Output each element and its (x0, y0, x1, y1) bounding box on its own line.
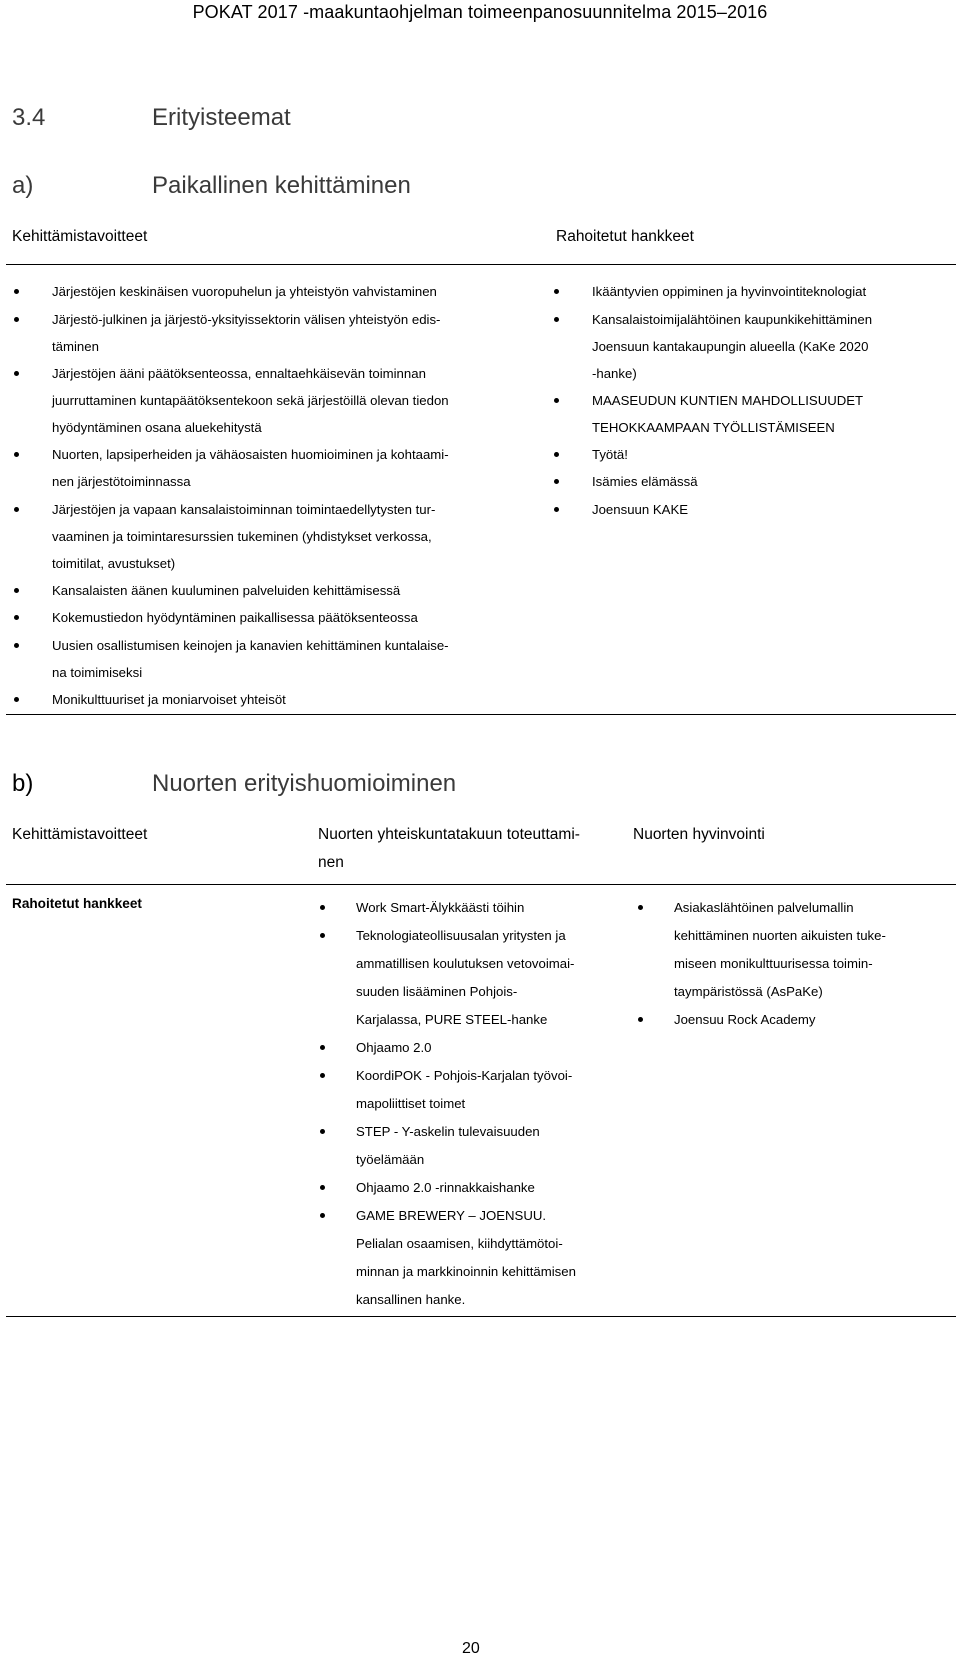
list-item-continuation: työelämään (356, 1152, 425, 1167)
list-item: Järjestöjen ääni päätöksenteossa, ennaltaehkäisevän toiminnan (52, 366, 426, 381)
list-item-continuation: Joensuun kantakaupungin alueella (KaKe 2020 (592, 339, 869, 354)
list-item: Teknologiateollisuusalan yritysten ja (356, 928, 566, 943)
part-b-col1-header: Kehittämistavoitteet (12, 826, 148, 843)
table-rule (6, 714, 956, 715)
list-item: Work Smart-Älykkäästi töihin (356, 900, 525, 915)
bullet-icon (554, 479, 559, 484)
list-item: GAME BREWERY – JOENSUU. (356, 1208, 547, 1223)
bullet-icon (554, 452, 559, 457)
list-item-continuation: mapoliittiset toimet (356, 1096, 466, 1111)
bullet-icon (320, 905, 325, 910)
list-item: Uusien osallistumisen keinojen ja kanavien kehittäminen kuntalaise- (52, 638, 449, 653)
list-item: Nuorten, lapsiperheiden ja vähäosaisten huomioiminen ja kohtaami- (52, 447, 449, 462)
list-item-continuation: kansallinen hanke. (356, 1292, 466, 1307)
list-item-continuation: juurruttaminen kuntapäätöksentekoon sekä järjestöillä olevan tiedon (52, 393, 449, 408)
section-number: 3.4 (12, 104, 46, 131)
list-item: Kansalaisten äänen kuuluminen palveluiden kehittämisessä (52, 583, 401, 598)
page-number: 20 (462, 1640, 480, 1657)
table-rule (6, 264, 956, 265)
part-a-right-header: Rahoitetut hankkeet (556, 228, 694, 245)
part-b-col2-header: Nuorten yhteiskuntatakuun toteuttami- (318, 826, 580, 843)
list-item-continuation: vaaminen ja toimintaresurssien tukeminen (yhdistykset verkossa, (52, 529, 432, 544)
bullet-icon (638, 1017, 643, 1022)
part-b-row-label: Rahoitetut hankkeet (12, 896, 142, 911)
bullet-icon (320, 1185, 325, 1190)
list-item: Monikulttuuriset ja moniarvoiset yhteisöt (52, 692, 286, 707)
bullet-icon (14, 452, 19, 457)
list-item: MAASEUDUN KUNTIEN MAHDOLLISUUDET (592, 393, 864, 408)
list-item-continuation: kehittäminen nuorten aikuisten tuke- (674, 928, 886, 943)
list-item: Ikääntyvien oppiminen ja hyvinvointiteknologiat (592, 284, 867, 299)
list-item-continuation: Pelialan osaamisen, kiihdyttämötoi- (356, 1236, 563, 1251)
part-b-title: Nuorten erityishuomioiminen (152, 770, 457, 797)
bullet-icon (320, 1213, 325, 1218)
list-item: Isämies elämässä (592, 474, 698, 489)
list-item-continuation: taympäristössä (AsPaKe) (674, 984, 823, 999)
list-item-continuation: -hanke) (592, 366, 637, 381)
list-item: Järjestö-julkinen ja järjestö-yksityissektorin välisen yhteistyön edis- (52, 312, 441, 327)
table-rule (6, 884, 956, 885)
bullet-icon (554, 289, 559, 294)
part-a-title: Paikallinen kehittäminen (152, 172, 411, 199)
list-item: STEP - Y-askelin tulevaisuuden (356, 1124, 540, 1139)
list-item-continuation: täminen (52, 339, 99, 354)
bullet-icon (554, 507, 559, 512)
bullet-icon (14, 289, 19, 294)
bullet-icon (14, 643, 19, 648)
list-item: Järjestöjen ja vapaan kansalaistoiminnan toimintaedellytysten tur- (52, 502, 436, 517)
list-item: KoordiPOK - Pohjois-Karjalan työvoi- (356, 1068, 573, 1083)
bullet-icon (554, 317, 559, 322)
list-item: Ohjaamo 2.0 (356, 1040, 432, 1055)
list-item-continuation: TEHOKKAAMPAAN TYÖLLISTÄMISEEN (592, 420, 835, 435)
bullet-icon (14, 588, 19, 593)
section-title: Erityisteemat (152, 104, 291, 131)
list-item-continuation: Karjalassa, PURE STEEL-hanke (356, 1012, 548, 1027)
list-item: Asiakaslähtöinen palvelumallin (674, 900, 854, 915)
bullet-icon (320, 933, 325, 938)
part-a-left-header: Kehittämistavoitteet (12, 228, 148, 245)
table-rule (6, 1316, 956, 1317)
bullet-icon (638, 905, 643, 910)
list-item-continuation: miseen monikulttuurisessa toimin- (674, 956, 873, 971)
bullet-icon (14, 697, 19, 702)
bullet-icon (320, 1129, 325, 1134)
list-item: Työtä! (592, 447, 628, 462)
bullet-icon (554, 398, 559, 403)
list-item-continuation: nen järjestötoiminnassa (52, 474, 191, 489)
list-item-continuation: ammatillisen koulutuksen vetovoimai- (356, 956, 575, 971)
list-item-continuation: na toimimiseksi (52, 665, 143, 680)
list-item: Kansalaistoimijalähtöinen kaupunkikehittäminen (592, 312, 873, 327)
part-a-letter: a) (12, 172, 34, 199)
list-item-continuation: minnan ja markkinoinnin kehittämisen (356, 1264, 576, 1279)
list-item: Joensuu Rock Academy (674, 1012, 816, 1027)
bullet-icon (320, 1073, 325, 1078)
running-header: POKAT 2017 -maakuntaohjelman toimeenpanosuunnitelma 2015–2016 (192, 2, 768, 22)
bullet-icon (14, 507, 19, 512)
bullet-icon (14, 317, 19, 322)
part-b-col2-header-cont: nen (318, 854, 344, 871)
list-item-continuation: hyödyntäminen osana aluekehitystä (52, 420, 262, 435)
part-b-letter: b) (12, 770, 34, 797)
list-item: Ohjaamo 2.0 -rinnakkaishanke (356, 1180, 535, 1195)
list-item: Kokemustiedon hyödyntäminen paikallisessa päätöksenteossa (52, 610, 418, 625)
list-item: Järjestöjen keskinäisen vuoropuhelun ja yhteistyön vahvistaminen (52, 284, 437, 299)
bullet-icon (320, 1045, 325, 1050)
part-b-col3-header: Nuorten hyvinvointi (633, 826, 765, 843)
list-item-continuation: suuden lisääminen Pohjois- (356, 984, 518, 999)
bullet-icon (14, 371, 19, 376)
list-item-continuation: toimitilat, avustukset) (52, 556, 176, 571)
list-item: Joensuun KAKE (592, 502, 689, 517)
bullet-icon (14, 615, 19, 620)
